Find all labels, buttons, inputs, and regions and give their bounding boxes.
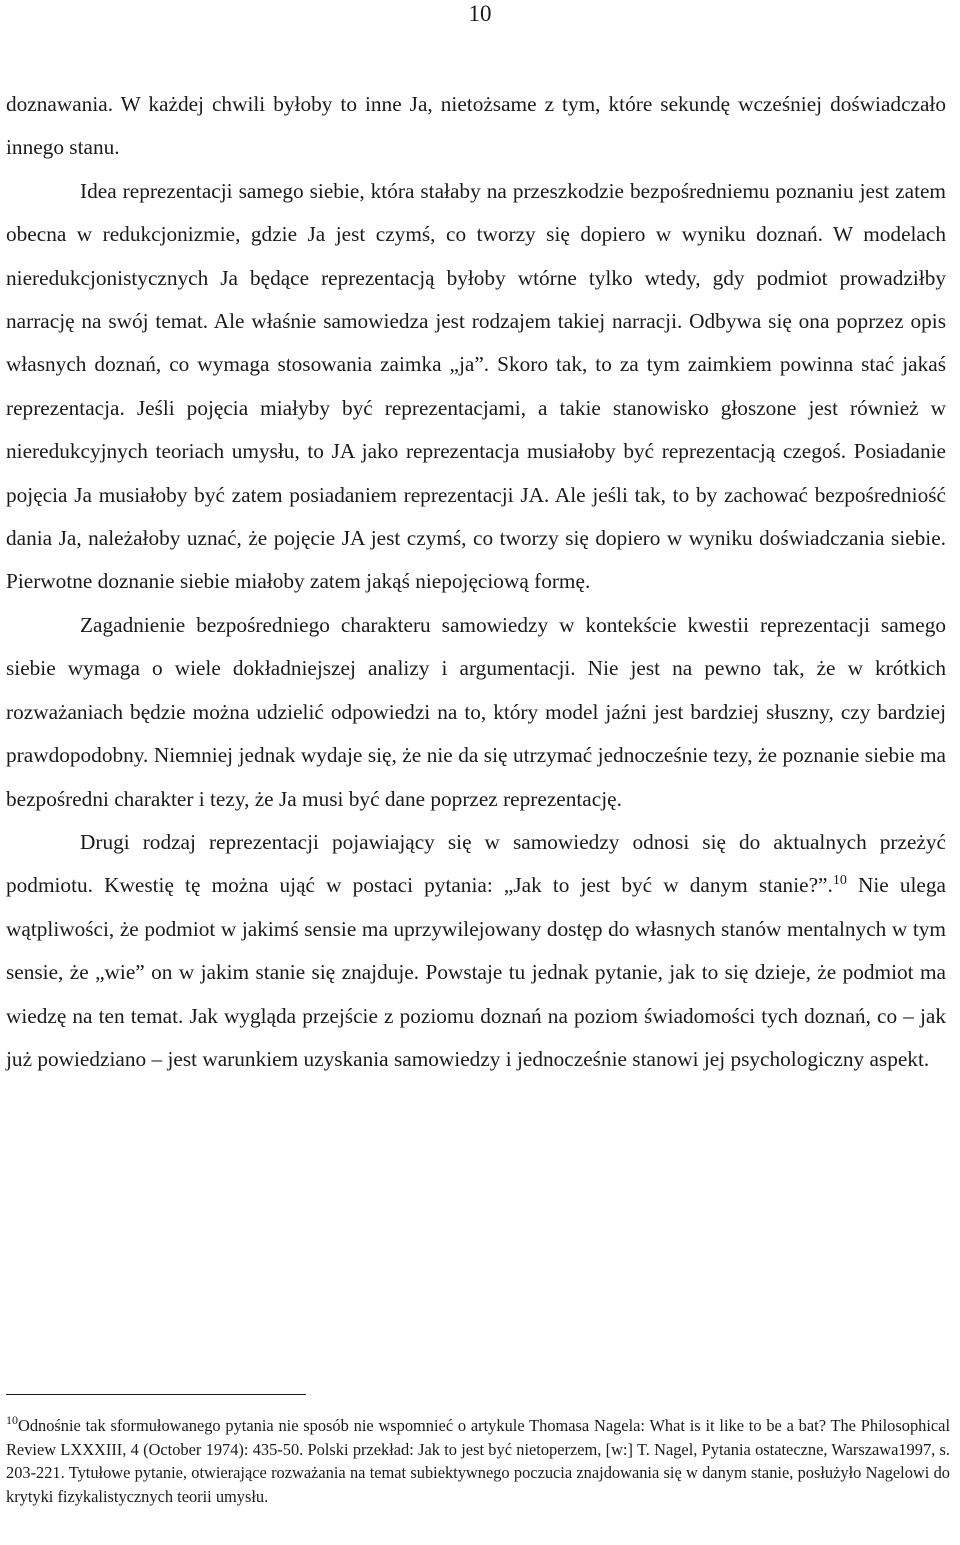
footnote-reference[interactable]: 10 <box>832 873 847 889</box>
paragraph-2: Idea reprezentacji samego siebie, która stałaby na przeszkodzie bezpośredniemu poznaniu jest zatem obecna w redukcjonizmie, gdzie Ja jest czymś, co tworzy się dopiero w wyniku doznań. W modelach nieredukcjonistycznych Ja będące reprezentacją byłoby wtórne tylko wtedy, gdy podmiot prowadziłby narrację na swój temat. Ale właśnie samowiedza jest rodzajem takiej narracji. Odbywa się ona poprzez opis własnych doznań, co wymaga stosowania zaimka „ja”. Skoro tak, to za tym zaimkiem powinna stać jakaś reprezentacja. Jeśli pojęcia miałyby być reprezentacjami, a takie stanowisko głoszone jest również w nieredukcyjnych teoriach umysłu, to JA jako reprezentacja musiałoby być reprezentacją czegoś. Posiadanie pojęcia Ja musiałoby być zatem posiadaniem reprezentacji JA. Ale jeśli tak, to by zachować bezpośredniość dania Ja, należałoby uznać, że pojęcie JA jest czymś, co tworzy się dopiero w wyniku doświadczania siebie. Pierwotne doznanie siebie miałoby zatem jakąś niepojęciową formę. <box>6 178 946 594</box>
main-text <box>6 83 946 1081</box>
paragraph-4 <box>6 821 946 1081</box>
footnote-separator <box>6 1394 306 1395</box>
footnote-text: Odnośnie tak sformułowanego pytania nie sposób nie wspomnieć o artykule Thomasa Nagela: What is it like to be a bat? The Philosophical Review LXXXIII, 4 (October 1974): 435-50. Polski przekład: Jak to jest być nietoperzem, [w:] T. Nagel, Pytania ostateczne, Warszawa1997, s. 203-221. Tytułowe pytanie, otwierające rozważania na temat subiektywnego poczucia znajdowania się w danym stanie, posłużyło Nagelowi do krytyki fizykalistycznych teorii umysłu. <box>6 1416 950 1506</box>
page-number: 10 <box>468 1 492 26</box>
footnote-mark: 10 <box>6 1413 18 1427</box>
footnote <box>6 1414 950 1508</box>
paragraph-4-after-note: Nie ulega wątpliwości, że podmiot w jakimś sensie ma uprzywilejowany dostęp do własnych stanów mentalnych w tym sensie, że „wie” on w jakim stanie się znajduje. Powstaje tu jednak pytanie, jak to się dzieje, że podmiot ma wiedzę na ten temat. Jak wygląda przejście z poziomu doznań na poziom świadomości tych doznań, co – jak już powiedziano – jest warunkiem uzyskania samowiedzy i jednocześnie stanowi jej psychologiczny aspekt. <box>6 873 946 1071</box>
paragraph-3: Zagadnienie bezpośredniego charakteru samowiedzy w kontekście kwestii reprezentacji samego siebie wymaga o wiele dokładniejszej analizy i argumentacji. Nie jest na pewno tak, że w krótkich rozważaniach będzie można udzielić odpowiedzi na to, który model jaźni jest bardziej słuszny, czy bardziej prawdopodobny. Niemniej jednak wydaje się, że nie da się utrzymać jednocześnie tezy, że poznanie siebie ma bezpośredni charakter i tezy, że Ja musi być dane poprzez reprezentację. <box>6 612 946 811</box>
paragraph-4-before-note: Drugi rodzaj reprezentacji pojawiający się w samowiedzy odnosi się do aktualnych przeżyć podmiotu. Kwestię tę można ująć w postaci pytania: „Jak to jest być w danym stanie?”. <box>6 829 946 898</box>
paragraph-1: doznawania. W każdej chwili byłoby to inne Ja, nietożsame z tym, które sekundę wcześniej doświadczało innego stanu. <box>6 92 946 160</box>
